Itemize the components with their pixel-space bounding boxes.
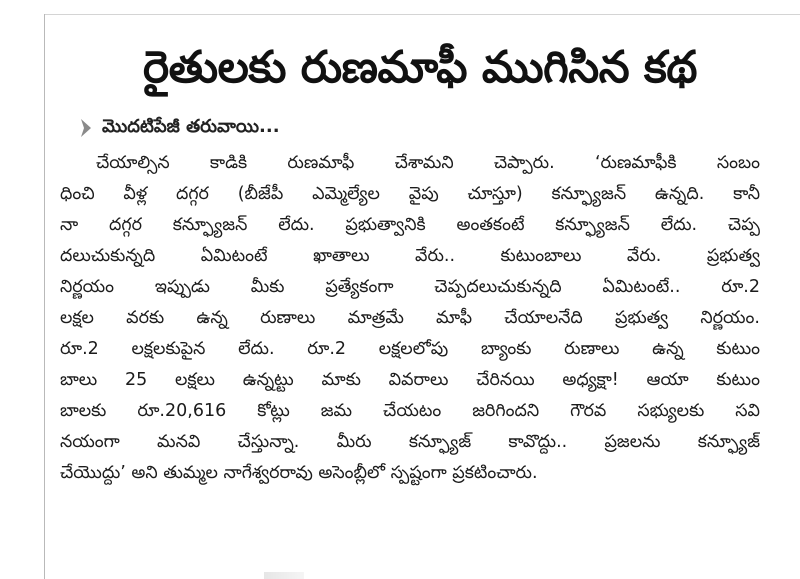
article-line: నయంగా మనవి చేస్తున్నా. మీరు కన్ఫ్యూజ్ కావొద్దు.. ప్రజలను కన్ఫ్యూజ్	[60, 432, 760, 452]
article-line: బాలు 25 లక్షలు ఉన్నట్టు మాకు వివరాలు చేరినయి అధ్యక్షా! ఆయా కుటుం	[60, 370, 760, 390]
left-border-rule	[44, 14, 45, 579]
continuation-marker	[80, 113, 280, 143]
article-line: దలుచుకున్నది ఏమిటంటే ఖాతాలు వేరు.. కుటుంబాలు వేరు. ప్రభుత్వ	[60, 246, 760, 266]
headline: రైతులకు రుణమాఫీ ముగిసిన కథ	[143, 42, 697, 93]
article-line: రూ.2 లక్షలకుపైన లేదు. రూ.2 లక్షలలోపు బ్యాంకు రుణాలు ఉన్న కుటుం	[60, 339, 760, 359]
continuation-label: మొదటిపేజీ తరువాయి...	[102, 115, 280, 137]
article-line: బాలకు రూ.20,616 కోట్లు జమ చేయటం జరిగిందని గౌరవ సభ్యులకు సవి	[60, 401, 760, 421]
article-line: చేయాల్సిన కాడికి రుణమాఫీ చేశామని చెప్పారు. ‘రుణమాఫీకి సంబం	[96, 153, 760, 173]
article-line: లక్షల వరకు ఉన్న రుణాలు మాత్రమే మాఫీ చేయాలనేది ప్రభుత్వ నిర్ణయం.	[60, 308, 760, 328]
article-body	[60, 148, 760, 489]
article-line: చేయొద్దు’ అని తుమ్మల నాగేశ్వరరావు అసెంబ్లీలో స్పష్టంగా ప్రకటించారు.	[60, 463, 538, 483]
bottom-edge-mark	[264, 572, 304, 579]
article-line: ధించి వీళ్ల దగ్గర (బీజేపీ ఎమ్మెల్యేల వైపు చూస్తూ) కన్ఫ్యూజన్ ఉన్నది. కానీ	[60, 184, 760, 204]
article-line: నా దగ్గర కన్ఫ్యూజన్ లేదు. ప్రభుత్వానికి అంతకంటే కన్ఫ్యూజన్ లేదు. చెప్ప	[60, 215, 760, 235]
chevron-right-icon	[80, 118, 92, 138]
top-border-rule	[44, 14, 800, 15]
article-line: నిర్ణయం ఇప్పుడు మీకు ప్రత్యేకంగా చెప్పదలుచుకున్నది ఏమిటంటే.. రూ.2	[60, 277, 760, 297]
